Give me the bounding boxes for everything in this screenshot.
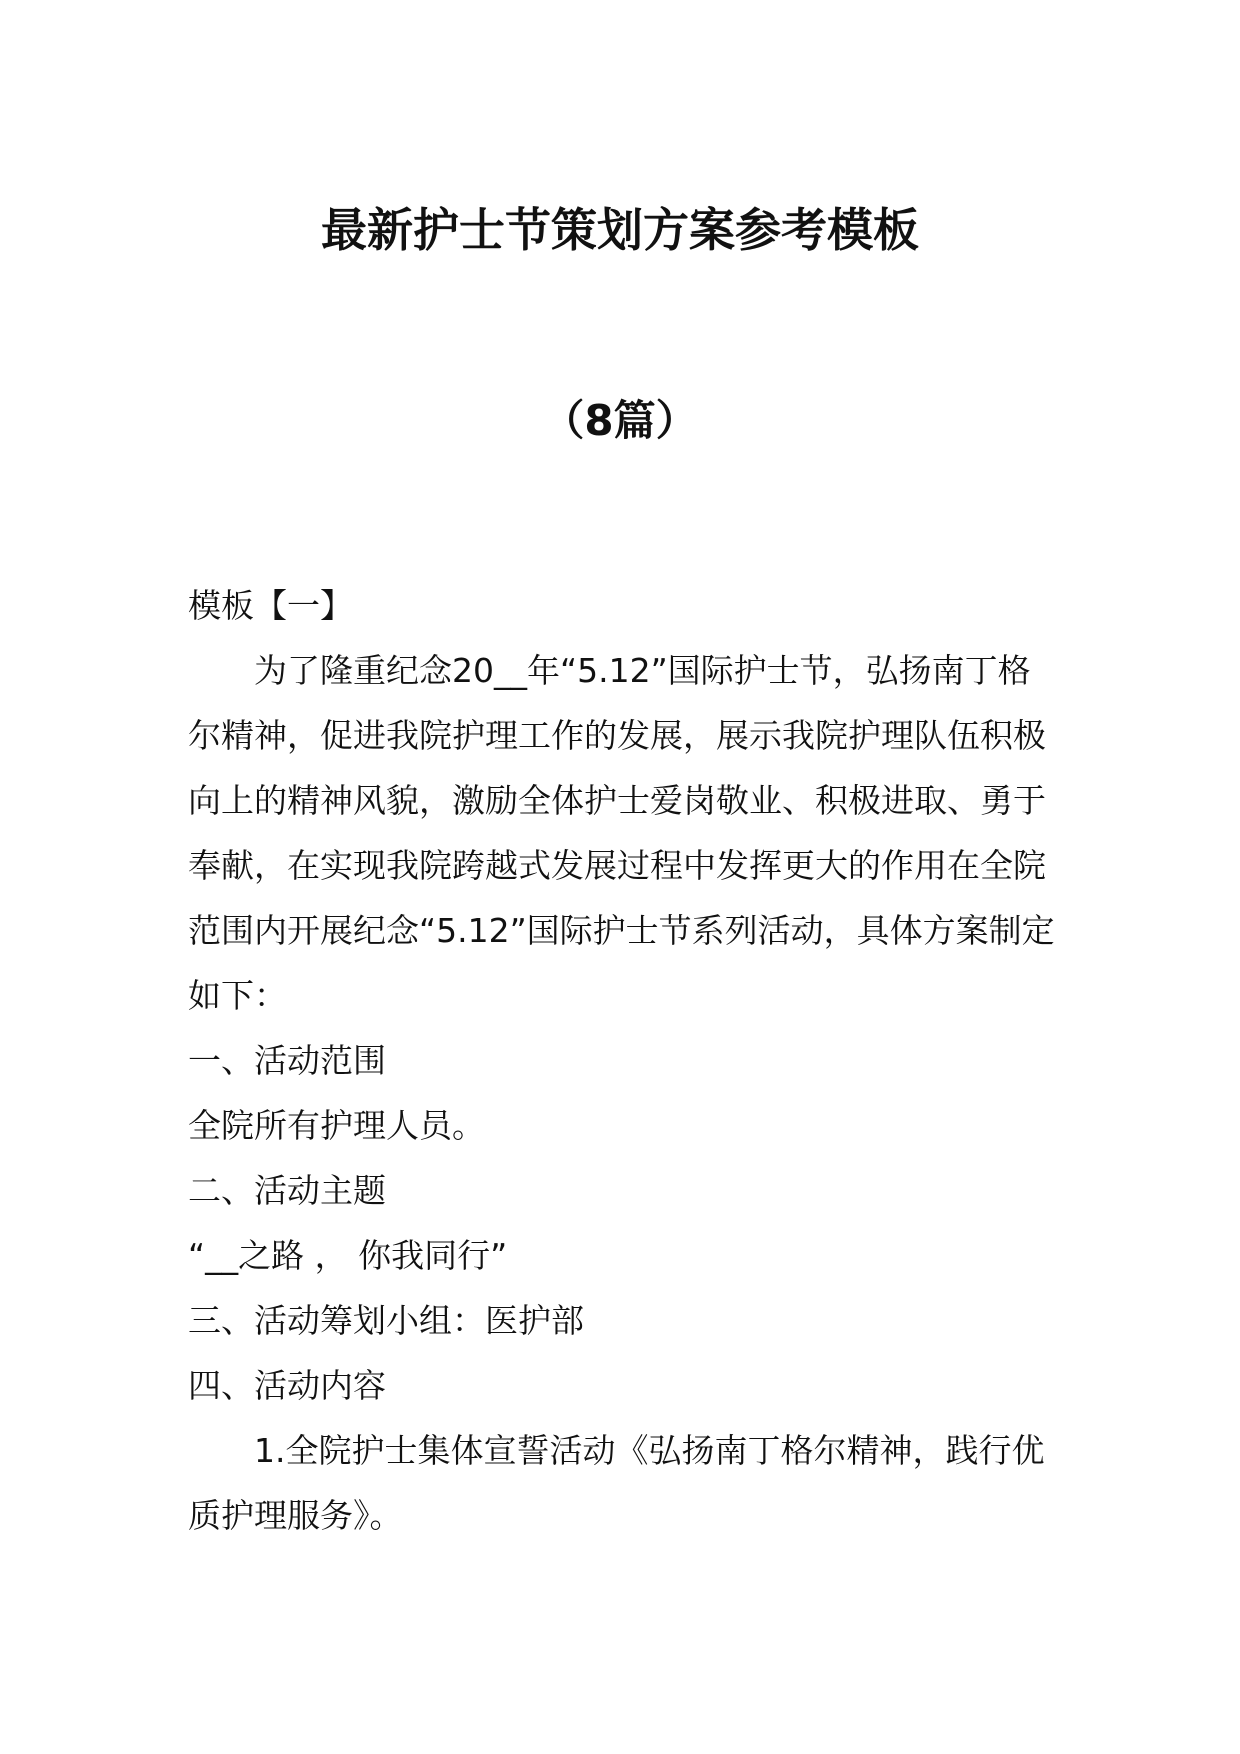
document-title: 最新护士节策划方案参考模板: [321, 203, 919, 257]
heading-activity-content: 四、活动内容: [188, 1366, 386, 1405]
document-subtitle: （8篇）: [542, 396, 698, 445]
heading-planning-group: 三、活动筹划小组：医护部: [188, 1301, 584, 1340]
activity-theme-text: “__之路 ， 你我同行”: [188, 1236, 508, 1275]
heading-activity-theme: 二、活动主题: [188, 1171, 386, 1210]
activity-scope-text: 全院所有护理人员。: [188, 1106, 485, 1145]
activity-item-1: 1.全院护士集体宣誓活动《弘扬南丁格尔精神，践行优质护理服务》。: [188, 1431, 1045, 1535]
heading-activity-scope: 一、活动范围: [188, 1041, 386, 1080]
intro-paragraph: 为了隆重纪念20__年“5.12”国际护士节，弘扬南丁格尔精神，促进我院护理工作的发展，展示我院护理队伍积极向上的精神风貌，激励全体护士爱岗敬业、积极进取、勇于奉献，在实现我院跨越式发展过程中发挥更大的作用在全院范围内开展纪念“5.12”国际护士节系列活动，具体方案制定如下：: [188, 651, 1055, 1015]
document-body: [188, 573, 1060, 1548]
section-heading: 模板【一】: [188, 586, 353, 625]
